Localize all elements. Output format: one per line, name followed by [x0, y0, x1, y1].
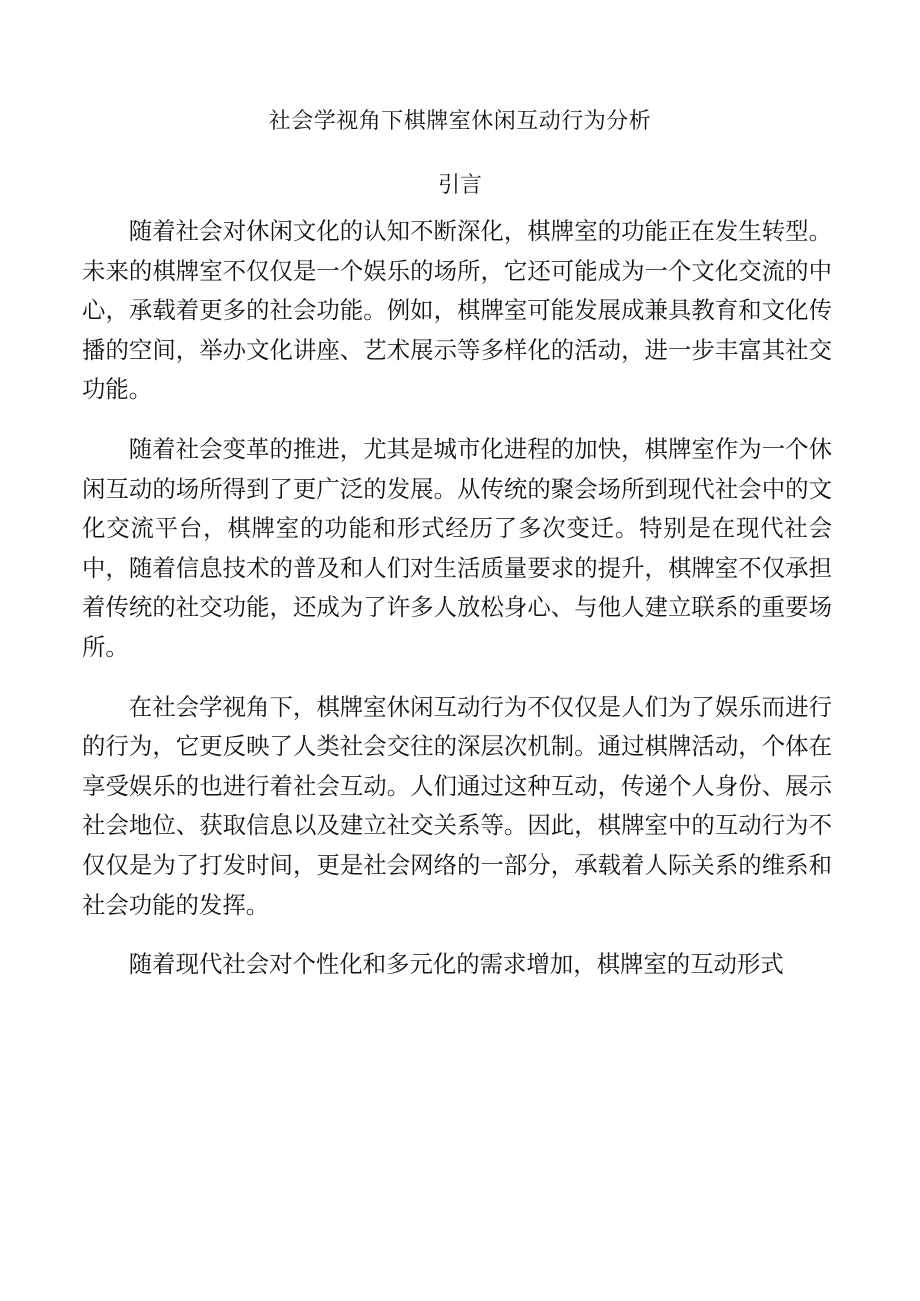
paragraph-2: 随着社会变革的推进，尤其是城市化进程的加快，棋牌室作为一个休闲互动的场所得到了更广泛的发展。从传统的聚会场所到现代社会中的文化交流平台，棋牌室的功能和形式经历了多次变迁。特别是在现代社会中，随着信息技术的普及和人们对生活质量要求的提升，棋牌室不仅承担着传统的社交功能，还成为了许多人放松身心、与他人建立联系的重要场所。 — [82, 434, 832, 661]
paragraph-1: 随着社会对休闲文化的认知不断深化，棋牌室的功能正在发生转型。未来的棋牌室不仅仅是一个娱乐的场所，它还可能成为一个文化交流的中心，承载着更多的社会功能。例如，棋牌室可能发展成兼具教育和文化传播的空间，举办文化讲座、艺术展示等多样化的活动，进一步丰富其社交功能。 — [82, 217, 832, 404]
document-title: 社会学视角下棋牌室休闲互动行为分析 — [268, 109, 652, 134]
paragraph-4: 随着现代社会对个性化和多元化的需求增加，棋牌室的互动形式 — [128, 950, 784, 979]
paragraph-3: 在社会学视角下，棋牌室休闲互动行为不仅仅是人们为了娱乐而进行的行为，它更反映了人类社会交往的深层次机制。通过棋牌活动，个体在享受娱乐的也进行着社会互动。人们通过这种互动，传递个人身份、展示社会地位、获取信息以及建立社交关系等。因此，棋牌室中的互动行为不仅仅是为了打发时间，更是社会网络的一部分，承载着人际关系的维系和社会功能的发挥。 — [82, 692, 832, 919]
document-body — [82, 212, 832, 985]
section-heading: 引言 — [437, 173, 482, 198]
